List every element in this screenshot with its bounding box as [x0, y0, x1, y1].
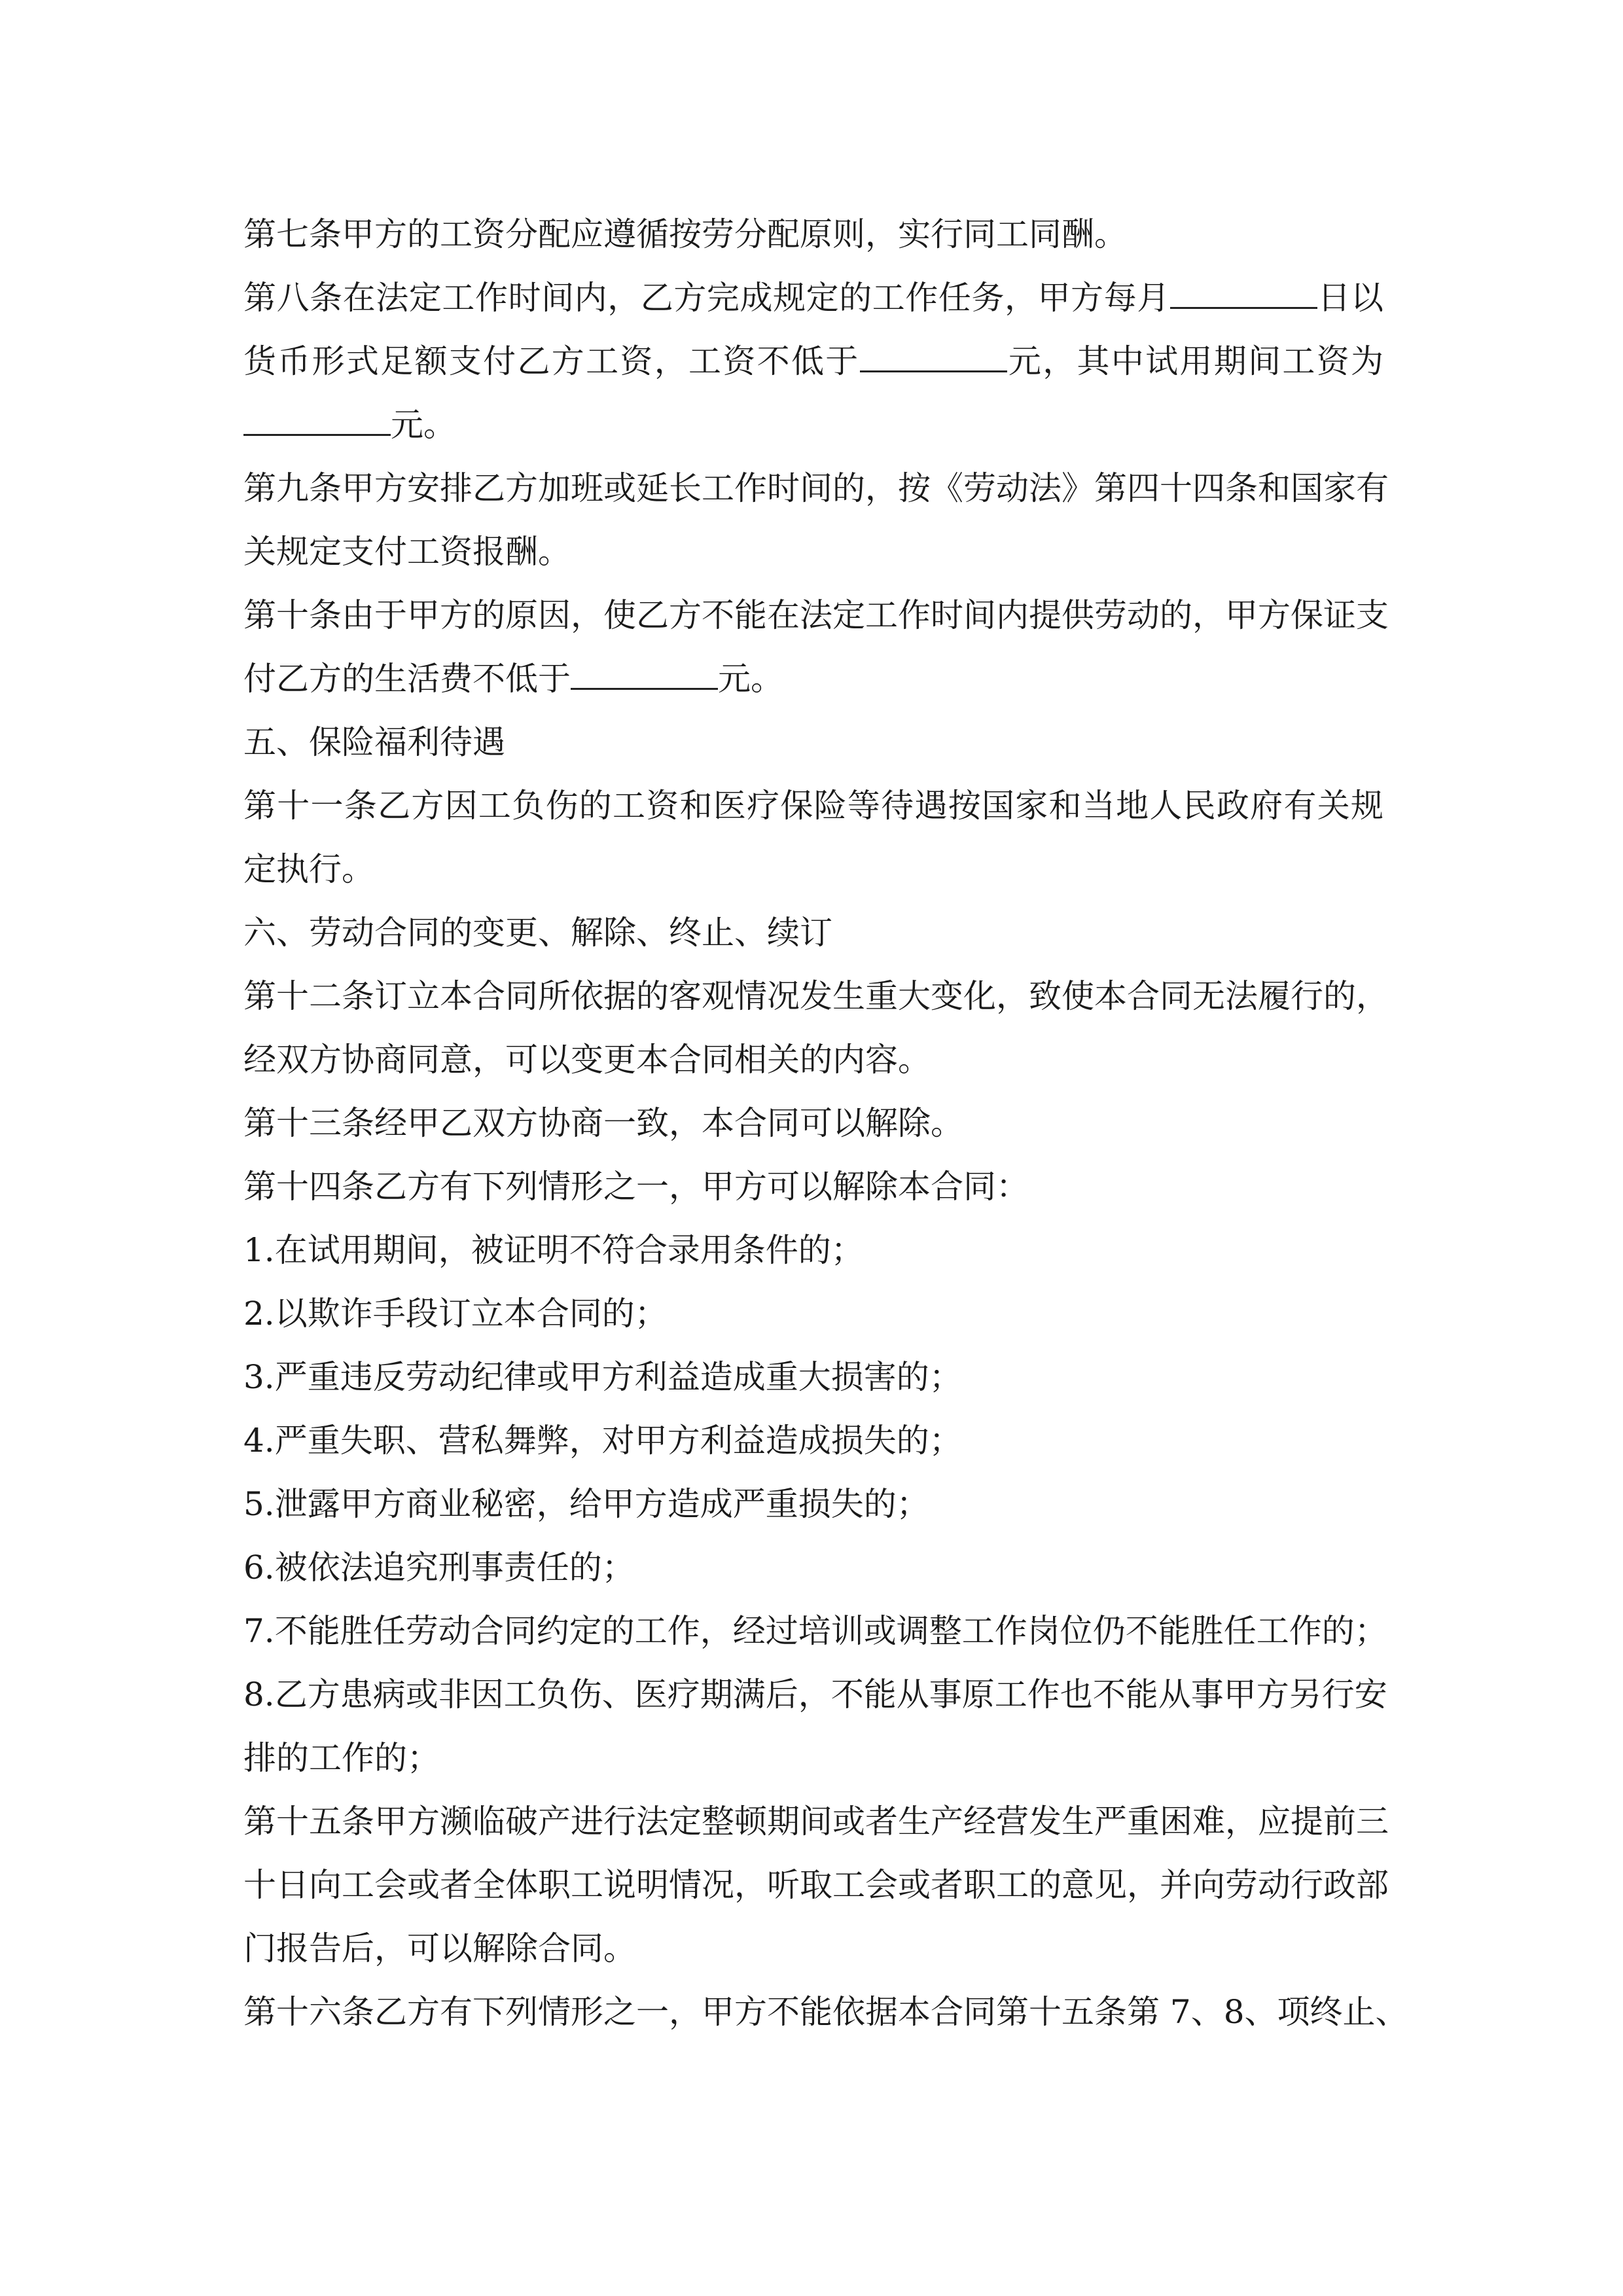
text-line: 第十二条订立本合同所依据的客观情况发生重大变化，致使本合同无法履行的， — [243, 977, 1389, 1015]
text-line: 排的工作的； — [243, 1739, 440, 1777]
document-body — [243, 203, 1408, 2044]
text-line — [243, 647, 1383, 711]
text-line — [243, 393, 1383, 457]
list-item: 6.被依法追究刑事责任的； — [243, 1549, 635, 1587]
text-line: 第十六条乙方有下列情形之一，甲方不能依据本合同第十五条第 7、8、项终止、 — [243, 1993, 1408, 2031]
list-item: 5.泄露甲方商业秘密，给甲方造成严重损失的； — [243, 1485, 929, 1523]
text-line — [243, 266, 1383, 330]
text-line — [243, 330, 1383, 393]
text-segment: 元，其中试用期间工资为 — [1007, 342, 1384, 380]
text-segment: 第八条在法定工作时间内，乙方完成规定的工作任务，甲方每月 — [243, 279, 1170, 317]
text-line: 第十条由于甲方的原因，使乙方不能在法定工作时间内提供劳动的，甲方保证支 — [243, 596, 1389, 634]
text-line: 第九条甲方安排乙方加班或延长工作时间的，按《劳动法》第四十四条和国家有 — [243, 469, 1389, 507]
list-item: 7.不能胜任劳动合同约定的工作，经过培训或调整工作岗位仍不能胜任工作的； — [243, 1612, 1387, 1650]
section-heading: 五、保险福利待遇 — [243, 723, 505, 761]
fill-in-blank — [243, 408, 391, 436]
text-segment: 货币形式足额支付乙方工资，工资不低于 — [243, 342, 860, 380]
text-line: 关规定支付工资报酬。 — [243, 533, 571, 571]
list-item: 2.以欺诈手段订立本合同的； — [243, 1295, 668, 1333]
section-heading: 六、劳动合同的变更、解除、终止、续订 — [243, 914, 832, 952]
fill-in-blank — [860, 344, 1007, 372]
text-line: 第十三条经甲乙双方协商一致，本合同可以解除。 — [243, 1104, 963, 1142]
text-line: 经双方协商同意，可以变更本合同相关的内容。 — [243, 1041, 931, 1079]
text-segment: 元。 — [391, 406, 456, 444]
text-line: 第七条甲方的工资分配应遵循按劳分配原则，实行同工同酬。 — [243, 215, 1127, 253]
text-segment: 日以 — [1317, 279, 1384, 317]
text-line: 第十五条甲方濒临破产进行法定整顿期间或者生产经营发生严重困难，应提前三 — [243, 1803, 1389, 1840]
list-item: 3.严重违反劳动纪律或甲方利益造成重大损害的； — [243, 1358, 962, 1396]
list-item: 1.在试用期间，被证明不符合录用条件的； — [243, 1231, 864, 1269]
text-line: 第十一条乙方因工负伤的工资和医疗保险等待遇按国家和当地人民政府有关规 — [243, 787, 1383, 825]
text-line: 定执行。 — [243, 850, 374, 888]
text-segment: 付乙方的生活费不低于 — [243, 660, 571, 698]
text-line: 门报告后，可以解除合同。 — [243, 1929, 636, 1967]
text-line: 十日向工会或者全体职工说明情况，听取工会或者职工的意见，并向劳动行政部 — [243, 1866, 1389, 1904]
fill-in-blank — [571, 662, 718, 690]
text-segment: 元。 — [718, 660, 783, 698]
list-item: 8.乙方患病或非因工负伤、医疗期满后，不能从事原工作也不能从事甲方另行安 — [243, 1676, 1387, 1713]
text-line: 第十四条乙方有下列情形之一，甲方可以解除本合同： — [243, 1168, 1029, 1206]
list-item: 4.严重失职、营私舞弊，对甲方利益造成损失的； — [243, 1422, 962, 1460]
fill-in-blank — [1170, 281, 1317, 309]
